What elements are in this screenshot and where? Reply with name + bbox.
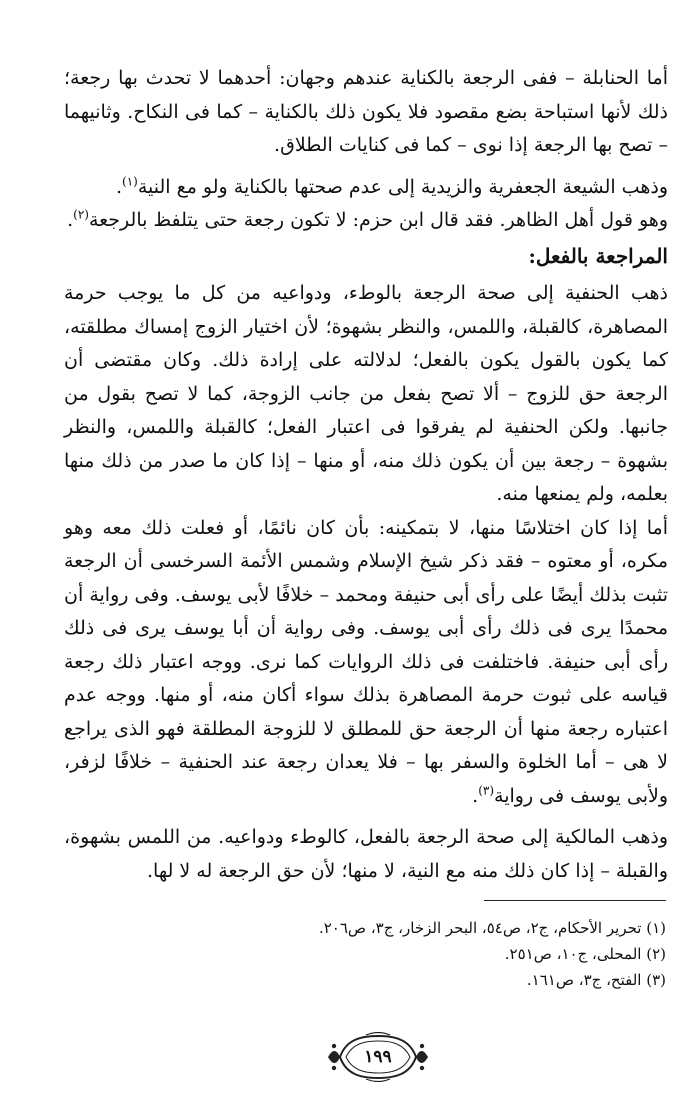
footnote-2: (٢) المحلى، ج١٠، ص٢٥١. (504, 945, 666, 963)
page-body (64, 62, 668, 888)
paragraph-zahiri-tail: . (67, 209, 74, 231)
paragraph-hanafiya: ذهب الحنفية إلى صحة الرجعة بالوطء، ودواعيه من كل ما يوجب حرمة المصاهرة، كالقبلة، واللمس، والنظر بشهوة؛ لأن اختيار الزوج إمساك مطلقته، كما يكون بالقول يكون بالفعل؛ لدلالته على إرادة ذلك. وكان مقتضى أن الرجعة حق للزوج – ألا تصح بفعل من جانب الزوجة، كما لا تصح بقول من جانبها. ولكن الحنفية لم يفرقوا فى اعتبار الفعل؛ كالقبلة واللمس، والنظر بشهوة – رجعة بين أن يكون ذلك منه، أو منها – إذا كان ما صدر من ذلك منها بعلمه، ولم يمنعها منه. (64, 282, 668, 505)
paragraph-ikhtilas-text: أما إذا كان اختلاسًا منها، لا بتمكينه: بأن كان نائمًا، أو فعلت ذلك معه وهو مكره، أو معتوه – فقد ذكر شيخ الإسلام وشمس الأئمة السرخسى أن الرجعة تثبت بذلك أيضًا على رأى أبى حنيفة ومحمد – خلافًا لأبى يوسف. وفى رواية أن محمدًا يرى فى ذلك رأى أبى يوسف. وفى رواية أن أبا يوسف يرى فى ذلك رأى أبى حنيفة. فاختلفت فى ذلك الروايات كما نرى. ووجه اعتبار ذلك رجعة قياسه على ثبوت حرمة المصاهرة بذلك سواء أكان منه، أو منها. ووجه عدم اعتباره رجعة منها أن الرجعة حق للمطلق لا للزوجة المطلقة فهو الذى يراجع لا هى – أما الخلوة والسفر بها – فلا يعدان رجعة عند الحنفية – خلافًا لزفر، ولأبى يوسف فى رواية (64, 516, 668, 807)
paragraph-shia-tail: . (115, 175, 123, 198)
paragraph-ikhtilas (64, 512, 668, 814)
footnote-1: (١) تحرير الأحكام، ج٢، ص٥٤، البحر الزخار، ج٣، ص٢٠٦. (318, 919, 666, 937)
paragraph-ikhtilas-tail: . (472, 784, 479, 807)
paragraph-shia-text: وذهب الشيعة الجعفرية والزيدية إلى عدم صحتها بالكناية ولو مع النية (137, 175, 668, 198)
footnote-3: (٣) الفتح، ج٣، ص١٦١. (526, 971, 666, 989)
paragraph-malikiya: وذهب المالكية إلى صحة الرجعة بالفعل، كالوطء ودواعيه. من اللمس بشهوة، والقبلة – إذا كان ذلك منه مع النية، لا منها؛ لأن حق الرجعة له لا لها. (64, 826, 668, 882)
page-number-ornament (326, 1032, 430, 1082)
paragraph-shia (64, 171, 668, 205)
footnotes (64, 915, 666, 993)
paragraph-hanabila: أما الحنابلة – ففى الرجعة بالكناية عندهم وجهان: أحدهما لا تحدث بها رجعة؛ ذلك لأنها استباحة بضع مقصود فلا يكون ذلك بالكناية – كما فى النكاح. وثانيهما – تصح بها الرجعة إذا نوى – كما فى كنايات الطلاق. (64, 67, 668, 156)
section-heading: المراجعة بالفعل: (528, 243, 668, 268)
footnote-ref-2: (٢) (73, 207, 89, 222)
footnote-ref-3: (٣) (478, 783, 495, 798)
footnote-ref-1: (١) (122, 174, 138, 189)
paragraph-zahiri (64, 204, 668, 238)
paragraph-zahiri-text: وهو قول أهل الظاهر. فقد قال ابن حزم: لا تكون رجعة حتى يتلفظ بالرجعة (88, 209, 668, 231)
page-number: ١٩٩ (364, 1047, 392, 1067)
footnote-divider (484, 900, 666, 901)
